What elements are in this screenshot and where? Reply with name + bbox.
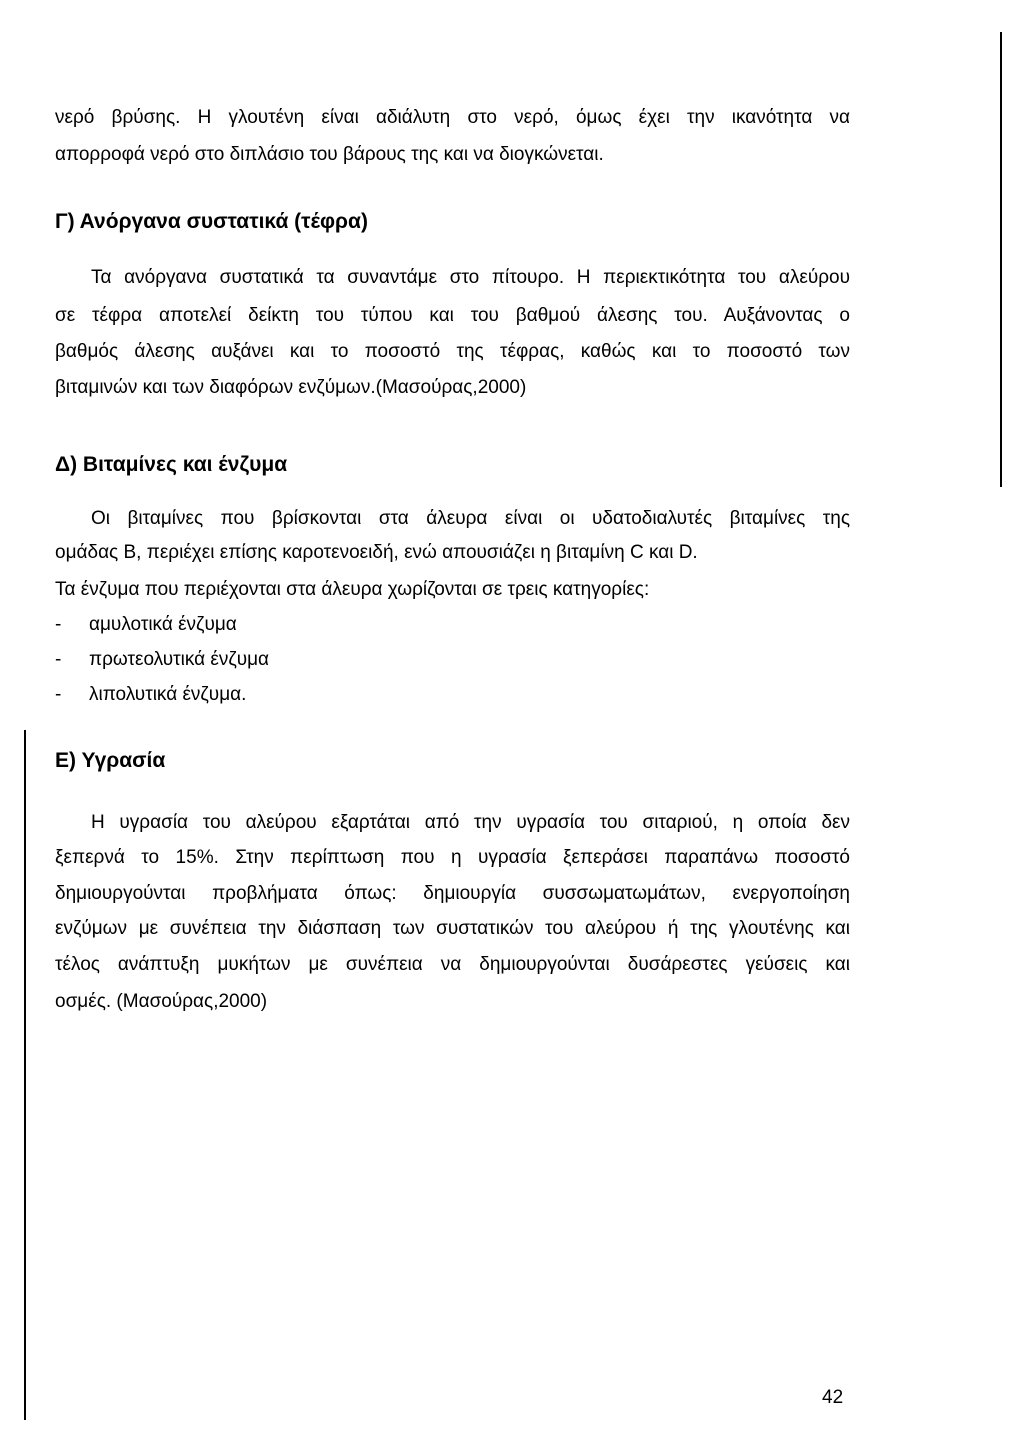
list-dash: -: [55, 614, 62, 635]
enzyme-list-item: [55, 613, 237, 637]
enzyme-list-item-label: αμυλοτικά ένζυμα: [89, 614, 237, 635]
moisture-paragraph-line-4: ενζύμων με συνέπεια την διάσπαση των συστατικών του αλεύρου ή της γλουτένης και: [55, 918, 850, 939]
ash-paragraph-line-2: σε τέφρα αποτελεί δείκτη του τύπου και του βαθμού άλεσης του. Αυξάνοντας ο: [55, 305, 850, 326]
ash-paragraph-line-4: βιταμινών και των διαφόρων ενζύμων.(Μασούρας,2000): [55, 377, 527, 398]
vitamins-paragraph-line-1: Οι βιταμίνες που βρίσκονται στα άλευρα είναι οι υδατοδιαλυτές βιταμίνες της: [91, 508, 850, 529]
moisture-paragraph-line-1: Η υγρασία του αλεύρου εξαρτάται από την υγρασία του σιταριού, η οποία δεν: [91, 812, 850, 833]
vitamins-paragraph-line-2: ομάδας Β, περιέχει επίσης καροτενοειδή, ενώ απουσιάζει η βιταμίνη C και D.: [55, 542, 698, 563]
ash-paragraph-line-1: Τα ανόργανα συστατικά τα συναντάμε στο πίτουρο. Η περιεκτικότητα του αλεύρου: [91, 267, 850, 288]
enzyme-list-item: [55, 648, 269, 672]
scan-edge-line-left: [24, 730, 26, 1420]
section-heading-moisture: Ε) Υγρασία: [55, 749, 166, 772]
ash-paragraph-line-3: βαθμός άλεσης αυξάνει και το ποσοστό της τέφρας, καθώς και το ποσοστό των: [55, 341, 850, 362]
moisture-paragraph-line-5: τέλος ανάπτυξη μυκήτων με συνέπεια να δημιουργούνται δυσάρεστες γεύσεις και: [55, 954, 850, 975]
moisture-paragraph-line-2: ξεπερνά το 15%. Στην περίπτωση που η υγρασία ξεπεράσει παραπάνω ποσοστό: [55, 847, 850, 868]
intro-line-1: νερό βρύσης. Η γλουτένη είναι αδιάλυτη στο νερό, όμως έχει την ικανότητα να: [55, 107, 850, 128]
enzyme-list-item-label: πρωτεολυτικά ένζυμα: [89, 649, 270, 670]
list-dash: -: [55, 649, 62, 670]
section-heading-vitamins: Δ) Βιταμίνες και ένζυμα: [55, 453, 288, 476]
moisture-paragraph-line-6: οσμές. (Μασούρας,2000): [55, 991, 268, 1012]
vitamins-paragraph-line-3: Τα ένζυμα που περιέχονται στα άλευρα χωρίζονται σε τρεις κατηγορίες:: [55, 579, 650, 600]
enzyme-list-item: [55, 683, 246, 707]
list-dash: -: [55, 684, 62, 705]
moisture-paragraph-line-3: δημιουργούνται προβλήματα όπως: δημιουργία συσσωματωμάτων, ενεργοποίηση: [55, 883, 850, 904]
intro-line-2: απορροφά νερό στο διπλάσιο του βάρους της και να διογκώνεται.: [55, 144, 604, 165]
scan-edge-line-right: [1000, 32, 1002, 487]
enzyme-list-item-label: λιπολυτικά ένζυμα.: [89, 684, 247, 705]
section-heading-ash: Γ) Ανόργανα συστατικά (τέφρα): [55, 210, 368, 233]
page-number: 42: [822, 1387, 844, 1408]
